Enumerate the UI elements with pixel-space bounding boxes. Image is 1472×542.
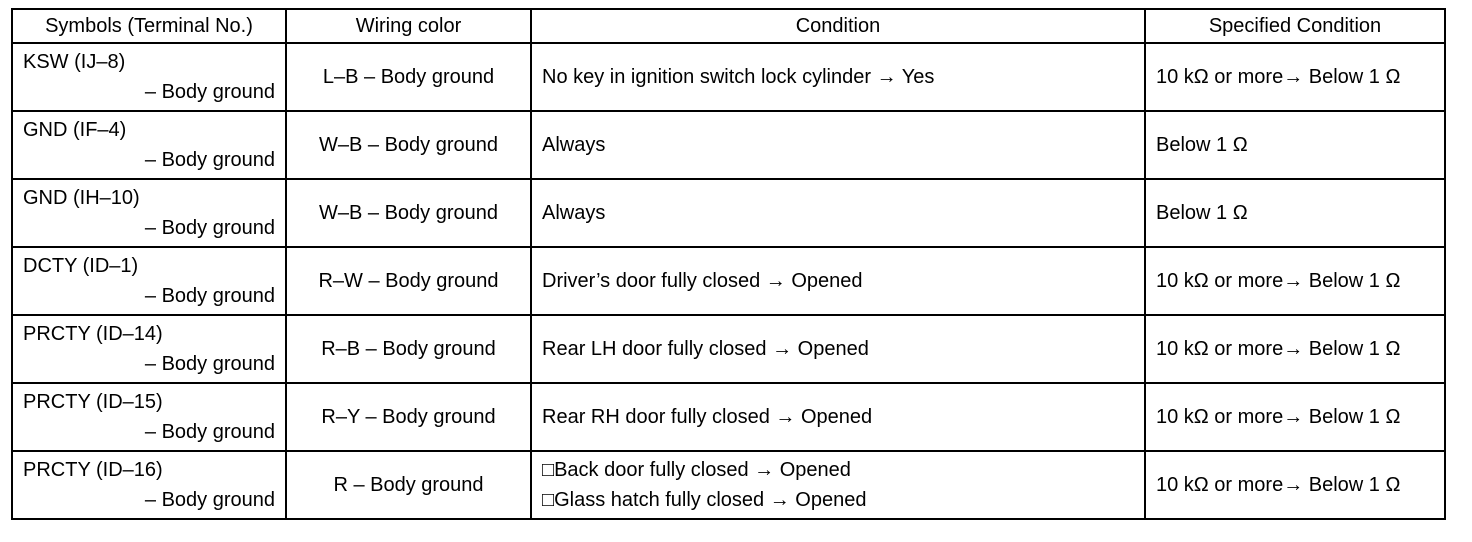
condition-line: Rear RH door fully closed → Opened	[542, 406, 873, 428]
specified-condition-cell: 10 kΩ or more→ Below 1 Ω	[1145, 247, 1445, 315]
condition-cell	[531, 43, 1145, 111]
wiring-color-cell: W–B – Body ground	[286, 179, 531, 247]
header-specified-condition: Specified Condition	[1145, 9, 1445, 43]
condition-line: Always	[542, 134, 606, 156]
header-symbols: Symbols (Terminal No.)	[12, 9, 286, 43]
terminal-symbol: DCTY (ID–1)	[23, 255, 139, 277]
condition-line: □Back door fully closed → Opened	[542, 459, 851, 481]
symbol-cell	[12, 315, 286, 383]
table-row	[12, 179, 1445, 247]
specified-condition-cell: 10 kΩ or more→ Below 1 Ω	[1145, 315, 1445, 383]
specified-condition-cell: Below 1 Ω	[1145, 179, 1445, 247]
ground-label: – Body ground	[144, 81, 275, 103]
condition-cell	[531, 179, 1145, 247]
condition-cell	[531, 111, 1145, 179]
ground-label: – Body ground	[144, 489, 275, 511]
symbol-cell	[12, 43, 286, 111]
terminal-symbol: PRCTY (ID–15)	[23, 391, 163, 413]
terminal-symbol: PRCTY (ID–14)	[23, 323, 163, 345]
ground-label: – Body ground	[144, 217, 275, 239]
symbol-cell	[12, 179, 286, 247]
wiring-color-cell: L–B – Body ground	[286, 43, 531, 111]
spec-table-container	[11, 8, 1446, 520]
header-wiring-color: Wiring color	[286, 9, 531, 43]
ground-label: – Body ground	[144, 421, 275, 443]
condition-line: Driver’s door fully closed → Opened	[542, 270, 863, 292]
symbol-cell	[12, 451, 286, 519]
condition-cell	[531, 315, 1145, 383]
condition-line: Rear LH door fully closed → Opened	[542, 338, 869, 360]
header-condition: Condition	[531, 9, 1145, 43]
ground-label: – Body ground	[144, 149, 275, 171]
condition-cell	[531, 383, 1145, 451]
ground-label: – Body ground	[144, 353, 275, 375]
table-row	[12, 451, 1445, 519]
condition-cell	[531, 247, 1145, 315]
terminal-symbol: PRCTY (ID–16)	[23, 459, 163, 481]
specified-condition-cell: 10 kΩ or more→ Below 1 Ω	[1145, 451, 1445, 519]
wiring-color-cell: R–B – Body ground	[286, 315, 531, 383]
wiring-color-cell: W–B – Body ground	[286, 111, 531, 179]
wiring-color-cell: R–W – Body ground	[286, 247, 531, 315]
specified-condition-cell: 10 kΩ or more→ Below 1 Ω	[1145, 43, 1445, 111]
specified-condition-cell: Below 1 Ω	[1145, 111, 1445, 179]
symbol-cell	[12, 111, 286, 179]
wiring-color-cell: R – Body ground	[286, 451, 531, 519]
table-row	[12, 111, 1445, 179]
table-row	[12, 43, 1445, 111]
condition-cell	[531, 451, 1145, 519]
table-row	[12, 383, 1445, 451]
table-header-row	[12, 9, 1445, 43]
terminal-symbol: GND (IH–10)	[23, 187, 140, 209]
condition-line: No key in ignition switch lock cylinder → Yes	[542, 66, 935, 88]
wiring-color-cell: R–Y – Body ground	[286, 383, 531, 451]
symbol-cell	[12, 247, 286, 315]
ground-label: – Body ground	[144, 285, 275, 307]
terminal-symbol: KSW (IJ–8)	[23, 51, 126, 73]
condition-line: □Glass hatch fully closed → Opened	[542, 489, 867, 511]
specified-condition-cell: 10 kΩ or more→ Below 1 Ω	[1145, 383, 1445, 451]
symbol-cell	[12, 383, 286, 451]
table-row	[12, 315, 1445, 383]
terminal-spec-table	[11, 8, 1446, 520]
condition-line: Always	[542, 202, 606, 224]
terminal-symbol: GND (IF–4)	[23, 119, 127, 141]
table-row	[12, 247, 1445, 315]
